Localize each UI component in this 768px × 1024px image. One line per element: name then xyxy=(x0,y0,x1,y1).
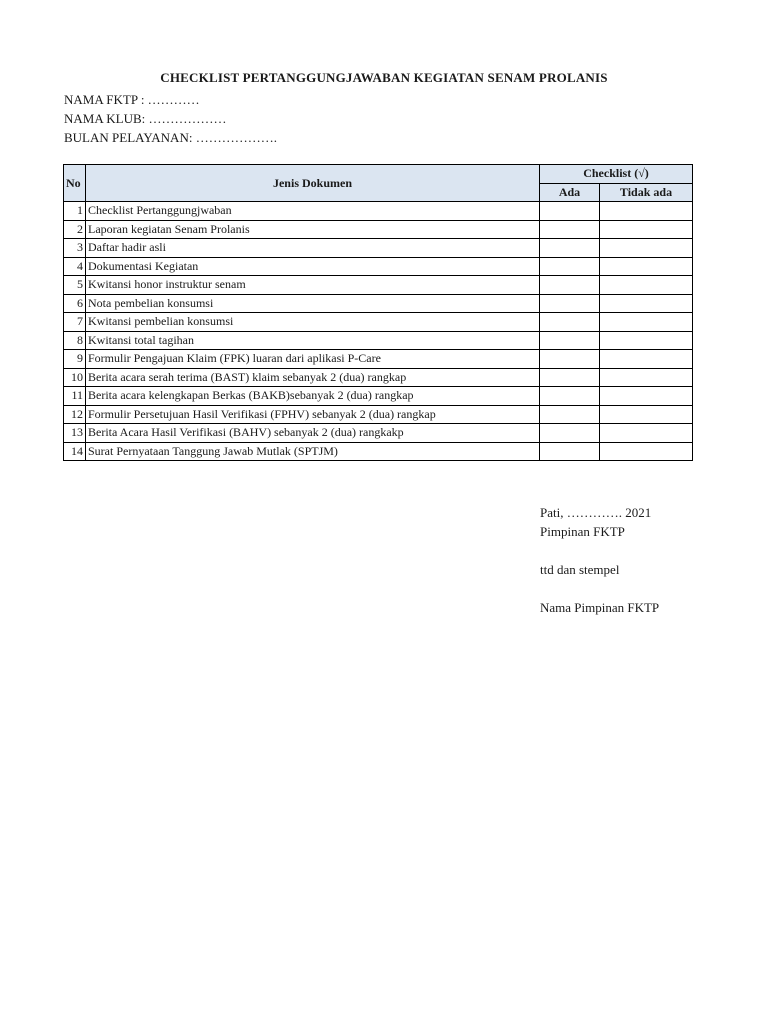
row-number: 5 xyxy=(64,276,86,295)
checkbox-cell-ada[interactable] xyxy=(540,257,600,276)
header-document-type: Jenis Dokumen xyxy=(86,165,540,202)
document-title: CHECKLIST PERTANGGUNGJAWABAN KEGIATAN SENAM PROLANIS xyxy=(160,70,608,85)
row-document-name: Formulir Pengajuan Klaim (FPK) luaran dari aplikasi P-Care xyxy=(86,350,540,369)
row-document-name: Daftar hadir asli xyxy=(86,239,540,258)
checkbox-cell-ada[interactable] xyxy=(540,387,600,406)
checkbox-cell-ada[interactable] xyxy=(540,202,600,221)
checkbox-cell-tidak-ada[interactable] xyxy=(600,257,693,276)
checkbox-cell-tidak-ada[interactable] xyxy=(600,276,693,295)
row-document-name: Berita acara serah terima (BAST) klaim sebanyak 2 (dua) rangkap xyxy=(86,368,540,387)
table-row xyxy=(64,405,693,424)
header-no: No xyxy=(64,165,86,202)
table-row xyxy=(64,202,693,221)
row-document-name: Dokumentasi Kegiatan xyxy=(86,257,540,276)
row-number: 13 xyxy=(64,424,86,443)
table-row xyxy=(64,331,693,350)
row-number: 2 xyxy=(64,220,86,239)
row-number: 9 xyxy=(64,350,86,369)
table-row xyxy=(64,442,693,461)
checkbox-cell-ada[interactable] xyxy=(540,294,600,313)
signer-name: Nama Pimpinan FKTP xyxy=(540,600,660,615)
checkbox-cell-tidak-ada[interactable] xyxy=(600,350,693,369)
row-number: 12 xyxy=(64,405,86,424)
row-document-name: Kwitansi total tagihan xyxy=(86,331,540,350)
table-row xyxy=(64,257,693,276)
checkbox-cell-tidak-ada[interactable] xyxy=(600,387,693,406)
checkbox-cell-ada[interactable] xyxy=(540,368,600,387)
row-number: 6 xyxy=(64,294,86,313)
row-document-name: Checklist Pertanggungjwaban xyxy=(86,202,540,221)
fktp-name-field: NAMA FKTP : ………… xyxy=(64,92,200,107)
row-document-name: Formulir Persetujuan Hasil Verifikasi (FPHV) sebanyak 2 (dua) rangkap xyxy=(86,405,540,424)
table-row xyxy=(64,424,693,443)
table-row xyxy=(64,387,693,406)
service-month-field: BULAN PELAYANAN: ………………. xyxy=(64,130,277,145)
checkbox-cell-ada[interactable] xyxy=(540,220,600,239)
table-row xyxy=(64,294,693,313)
row-document-name: Laporan kegiatan Senam Prolanis xyxy=(86,220,540,239)
checkbox-cell-tidak-ada[interactable] xyxy=(600,294,693,313)
place-date: Pati, …………. 2021 xyxy=(540,505,652,520)
header-checklist: Checklist (√) xyxy=(540,165,693,184)
signer-role: Pimpinan FKTP xyxy=(540,524,625,539)
checkbox-cell-tidak-ada[interactable] xyxy=(600,313,693,332)
table-row xyxy=(64,220,693,239)
checkbox-cell-ada[interactable] xyxy=(540,276,600,295)
checkbox-cell-ada[interactable] xyxy=(540,331,600,350)
row-document-name: Kwitansi honor instruktur senam xyxy=(86,276,540,295)
checkbox-cell-ada[interactable] xyxy=(540,442,600,461)
row-document-name: Surat Pernyataan Tanggung Jawab Mutlak (SPTJM) xyxy=(86,442,540,461)
table-row xyxy=(64,276,693,295)
table-row xyxy=(64,313,693,332)
table-row xyxy=(64,350,693,369)
checkbox-cell-tidak-ada[interactable] xyxy=(600,239,693,258)
checkbox-cell-tidak-ada[interactable] xyxy=(600,202,693,221)
header-ada: Ada xyxy=(540,183,600,202)
row-document-name: Berita Acara Hasil Verifikasi (BAHV) sebanyak 2 (dua) rangkakp xyxy=(86,424,540,443)
row-number: 7 xyxy=(64,313,86,332)
checkbox-cell-tidak-ada[interactable] xyxy=(600,442,693,461)
table-row xyxy=(64,368,693,387)
checkbox-cell-tidak-ada[interactable] xyxy=(600,368,693,387)
checkbox-cell-tidak-ada[interactable] xyxy=(600,424,693,443)
checkbox-cell-ada[interactable] xyxy=(540,405,600,424)
row-number: 1 xyxy=(64,202,86,221)
checklist-rows xyxy=(64,202,693,461)
club-name-field: NAMA KLUB: ……………… xyxy=(64,111,227,126)
checkbox-cell-ada[interactable] xyxy=(540,424,600,443)
signature-block xyxy=(540,503,659,617)
row-document-name: Nota pembelian konsumsi xyxy=(86,294,540,313)
checkbox-cell-tidak-ada[interactable] xyxy=(600,405,693,424)
row-number: 11 xyxy=(64,387,86,406)
row-number: 3 xyxy=(64,239,86,258)
row-number: 4 xyxy=(64,257,86,276)
row-document-name: Kwitansi pembelian konsumsi xyxy=(86,313,540,332)
table-row xyxy=(64,239,693,258)
checkbox-cell-ada[interactable] xyxy=(540,239,600,258)
checkbox-cell-tidak-ada[interactable] xyxy=(600,331,693,350)
row-number: 8 xyxy=(64,331,86,350)
signature-stamp-note: ttd dan stempel xyxy=(540,562,620,577)
checkbox-cell-ada[interactable] xyxy=(540,313,600,332)
row-number: 14 xyxy=(64,442,86,461)
checkbox-cell-ada[interactable] xyxy=(540,350,600,369)
header-fields xyxy=(64,90,277,147)
checkbox-cell-tidak-ada[interactable] xyxy=(600,220,693,239)
header-tidak-ada: Tidak ada xyxy=(600,183,693,202)
row-document-name: Berita acara kelengkapan Berkas (BAKB)sebanyak 2 (dua) rangkap xyxy=(86,387,540,406)
row-number: 10 xyxy=(64,368,86,387)
checklist-table xyxy=(63,164,693,461)
